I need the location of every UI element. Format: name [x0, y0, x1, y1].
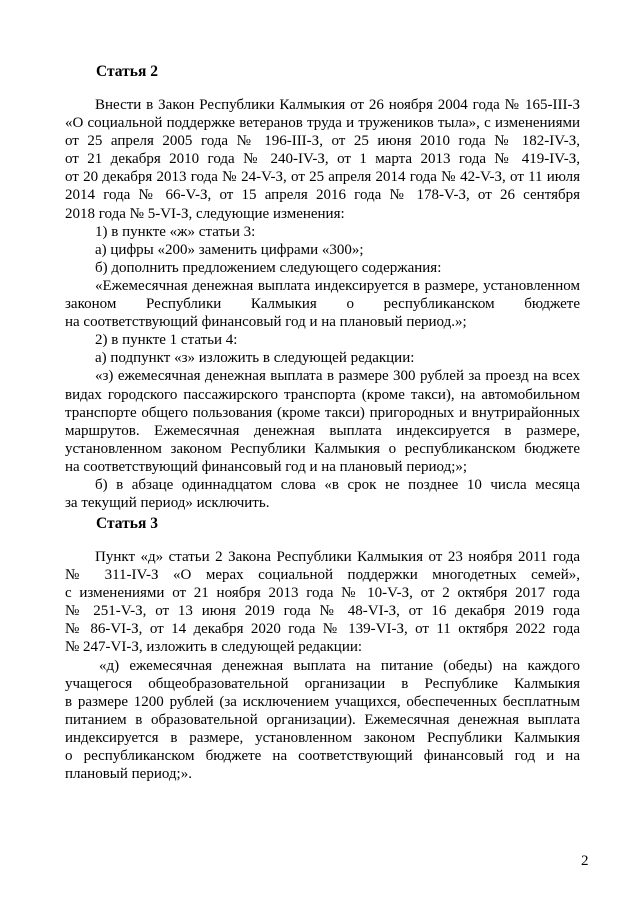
text-line: № 247-VI-З, изложить в следующей редакции:: [65, 639, 363, 656]
text-line: плановый период;».: [65, 766, 192, 783]
text-line: установленном законом Республики Калмыкия о республиканском бюджете: [65, 440, 580, 457]
text-line: индексируется в размере, установленном законом Республики Калмыкия: [65, 729, 580, 746]
text-line: 2014 года № 66-V-З, от 15 апреля 2016 года № 178-V-З, от 26 сентября: [65, 187, 580, 204]
text-line: «О социальной поддержке ветеранов труда и тружеников тыла», с изменениями: [65, 115, 580, 132]
text-line: видах городского пассажирского транспорта (кроме такси), на автомобильном: [65, 386, 580, 403]
text-line: 2018 года № 5-VI-З, следующие изменения:: [65, 205, 345, 222]
text-line: 2) в пункте 1 статьи 4:: [95, 332, 238, 349]
article-3-body: [65, 548, 580, 783]
text-line: б) дополнить предложением следующего содержания:: [95, 259, 442, 276]
article-2-body: [65, 96, 580, 512]
text-line: от 20 декабря 2013 года № 24-V-З, от 25 апреля 2014 года № 42-V-З, от 11 июля: [65, 169, 580, 186]
text-line: № 86-VI-З, от 14 декабря 2020 года № 139-VI-З, от 11 октября 2022 года: [65, 621, 580, 638]
text-line: учащегося общеобразовательной организации в Республике Калмыкия: [65, 675, 580, 692]
text-line: маршрутов. Ежемесячная денежная выплата индексируется в размере,: [65, 422, 580, 439]
text-line: питанием в образовательной организации). Ежемесячная денежная выплата: [65, 711, 580, 728]
text-line: транспорте общего пользования (кроме такси) пригородных и внутрирайонных: [65, 404, 580, 421]
text-line: Пункт «д» статьи 2 Закона Республики Калмыкия от 23 ноября 2011 года: [95, 549, 580, 565]
text-line: на соответствующий финансовый год и на плановый период.»;: [65, 314, 467, 331]
article-2-heading: Статья 2: [96, 63, 158, 80]
text-line: Внести в Закон Республики Калмыкия от 26 ноября 2004 года № 165-III-З: [95, 97, 580, 113]
text-line: законом Республики Калмыкия о республиканском бюджете: [65, 296, 580, 313]
text-line: № 311-IV-З «О мерах социальной поддержки многодетных семей»,: [65, 567, 580, 584]
text-line: на соответствующий финансовый год и на плановый период;»;: [65, 458, 468, 475]
text-line: «Ежемесячная денежная выплата индексируется в размере, установленном: [95, 277, 580, 294]
text-line: за текущий период» исключить.: [65, 495, 270, 512]
text-line: № 251-V-З, от 13 июня 2019 года № 48-VI-З, от 16 декабря 2019 года: [65, 603, 580, 620]
page-number: 2: [581, 853, 589, 869]
text-line: а) подпункт «з» изложить в следующей редакции:: [95, 350, 415, 367]
article-3-heading: Статья 3: [96, 515, 158, 532]
text-line: от 25 апреля 2005 года № 196-III-З, от 25 июня 2010 года № 182-IV-З,: [65, 133, 580, 150]
text-line: «д) ежемесячная денежная выплата на питание (обеды) на каждого: [99, 657, 580, 674]
text-line: «з) ежемесячная денежная выплата в размере 300 рублей за проезд на всех: [95, 368, 580, 385]
text-line: с изменениями от 21 ноября 2013 года № 10-V-З, от 2 октября 2017 года: [65, 585, 580, 602]
text-line: б) в абзаце одиннадцатом слова «в срок не позднее 10 числа месяца: [95, 476, 580, 493]
text-line: от 21 декабря 2010 года № 240-IV-З, от 1 марта 2013 года № 419-IV-З,: [65, 151, 580, 168]
text-line: 1) в пункте «ж» статьи 3:: [95, 223, 256, 240]
text-line: в размере 1200 рублей (за исключением учащихся, обеспеченных бесплатным: [65, 693, 580, 710]
text-line: а) цифры «200» заменить цифрами «300»;: [95, 241, 364, 258]
text-line: о республиканском бюджете на соответствующий финансовый год и на: [65, 748, 580, 765]
